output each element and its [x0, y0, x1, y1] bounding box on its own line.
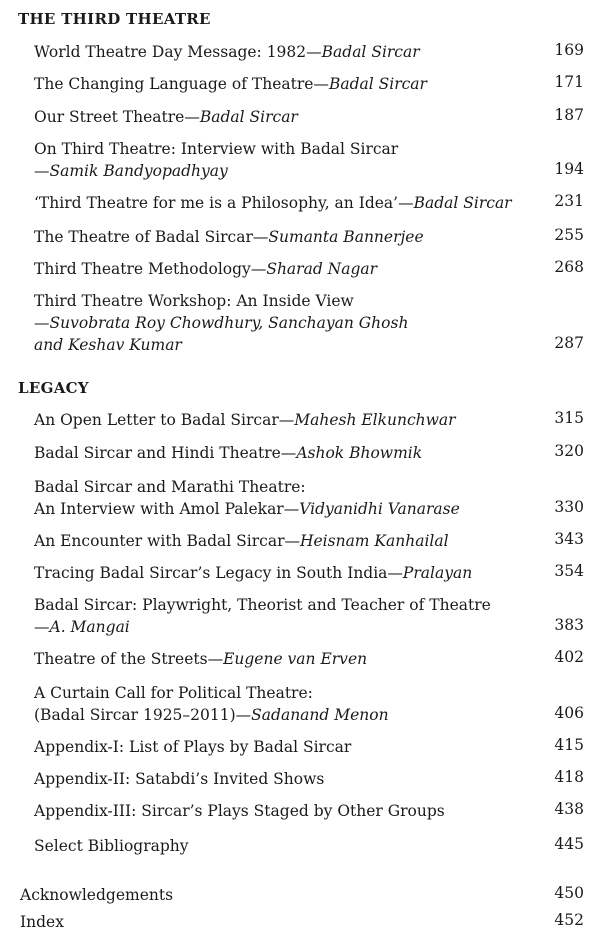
entry-page: 194: [554, 160, 584, 178]
entry-page: 268: [554, 258, 584, 276]
entry-page: 171: [554, 73, 584, 91]
entry-page: 287: [554, 334, 584, 352]
entry-author: Badal Sircar: [413, 194, 512, 212]
entry-title: Select Bibliography: [34, 837, 189, 855]
toc-entry: [34, 768, 584, 790]
entry-author: Heisnam Kanhailal: [299, 532, 449, 550]
entry-author: Badal Sircar: [328, 75, 427, 93]
entry-author: Pralayan: [402, 564, 473, 582]
toc-entry: [34, 736, 584, 758]
entry-page: 438: [554, 800, 584, 818]
toc-entry: [34, 192, 584, 214]
entry-page: 169: [554, 41, 584, 59]
entry-title: Appendix-I: List of Plays by Badal Sircar: [34, 738, 352, 756]
toc-entry: [34, 648, 584, 670]
entry-page: 383: [554, 616, 584, 634]
entry-author: Ashok Bhowmik: [296, 444, 423, 462]
entry-author: Vidyanidhi Vanarase: [299, 500, 460, 518]
toc-entry: [34, 682, 584, 726]
entry-title: Badal Sircar: Playwright, Theorist and Teacher of Theatre: [34, 596, 491, 614]
entry-page: 415: [554, 736, 584, 754]
entry-page: 450: [554, 884, 584, 902]
toc-entry: [34, 835, 584, 857]
toc-entry-back-matter: [20, 911, 584, 933]
entry-author: Sadanand Menon: [251, 706, 389, 724]
entry-page: 187: [554, 106, 584, 124]
entry-author: Badal Sircar: [321, 43, 420, 61]
entry-page: 320: [554, 442, 584, 460]
section-heading: THE THIRD THEATRE: [18, 10, 211, 28]
entry-title: ‘Third Theatre for me is a Philosophy, an Idea’—: [34, 194, 414, 212]
entry-author-continued: and Keshav Kumar: [34, 336, 182, 354]
entry-page: 452: [554, 911, 584, 929]
entry-page: 343: [554, 530, 584, 548]
entry-author: Sharad Nagar: [266, 260, 378, 278]
entry-title: Acknowledgements: [20, 886, 174, 904]
entry-title: An Encounter with Badal Sircar—: [34, 532, 300, 550]
toc-entry: [34, 41, 584, 63]
entry-title: Appendix-III: Sircar’s Plays Staged by Other Groups: [34, 802, 445, 820]
entry-page: 231: [554, 192, 584, 210]
entry-title-line: [34, 41, 584, 63]
entry-title: Tracing Badal Sircar’s Legacy in South India—: [34, 564, 403, 582]
entry-page: 315: [554, 409, 584, 427]
entry-author: —A. Mangai: [34, 618, 130, 636]
toc-entry: [34, 290, 584, 356]
toc-entry-back-matter: [20, 884, 584, 906]
entry-title: An Open Letter to Badal Sircar—: [34, 411, 295, 429]
entry-author: —Suvobrata Roy Chowdhury, Sanchayan Ghosh: [34, 314, 409, 332]
entry-title: Appendix-II: Satabdi’s Invited Shows: [34, 770, 325, 788]
entry-title: The Changing Language of Theatre—: [34, 75, 329, 93]
entry-title: Third Theatre Methodology—: [34, 260, 267, 278]
toc-entry: [34, 800, 584, 822]
toc-entry: [34, 226, 584, 248]
entry-author: Mahesh Elkunchwar: [294, 411, 456, 429]
toc-entry: [34, 106, 584, 128]
entry-title: World Theatre Day Message: 1982—: [34, 43, 322, 61]
entry-page: 255: [554, 226, 584, 244]
entry-page: 406: [554, 704, 584, 722]
entry-title: Third Theatre Workshop: An Inside View: [34, 292, 354, 310]
entry-title: Index: [20, 913, 64, 931]
entry-title: Theatre of the Streets—: [34, 650, 224, 668]
toc-entry: [34, 530, 584, 552]
toc-entry: [34, 258, 584, 280]
toc-entry: [34, 73, 584, 95]
entry-author: Sumanta Bannerjee: [268, 228, 424, 246]
toc-entry: [34, 409, 584, 431]
toc-entry: [34, 442, 584, 464]
entry-title: Badal Sircar and Hindi Theatre—: [34, 444, 297, 462]
toc-entry: [34, 562, 584, 584]
entry-author: Eugene van Erven: [223, 650, 368, 668]
entry-title: A Curtain Call for Political Theatre:: [34, 684, 313, 702]
entry-title: Our Street Theatre—: [34, 108, 200, 126]
entry-title-continued: An Interview with Amol Palekar—: [34, 500, 300, 518]
entry-title: On Third Theatre: Interview with Badal Sircar: [34, 140, 399, 158]
entry-page: 354: [554, 562, 584, 580]
toc-entry: [34, 476, 584, 520]
entry-page: 402: [554, 648, 584, 666]
entry-page: 330: [554, 498, 584, 516]
entry-page: 445: [554, 835, 584, 853]
toc-entry: [34, 138, 584, 182]
toc-entry: [34, 594, 584, 638]
entry-author: —Samik Bandyopadhyay: [34, 162, 228, 180]
entry-title-continued: (Badal Sircar 1925–2011)—: [34, 706, 252, 724]
entry-title: Badal Sircar and Marathi Theatre:: [34, 478, 306, 496]
entry-page: 418: [554, 768, 584, 786]
entry-title: The Theatre of Badal Sircar—: [34, 228, 269, 246]
section-heading: LEGACY: [18, 379, 89, 397]
entry-author: Badal Sircar: [199, 108, 298, 126]
